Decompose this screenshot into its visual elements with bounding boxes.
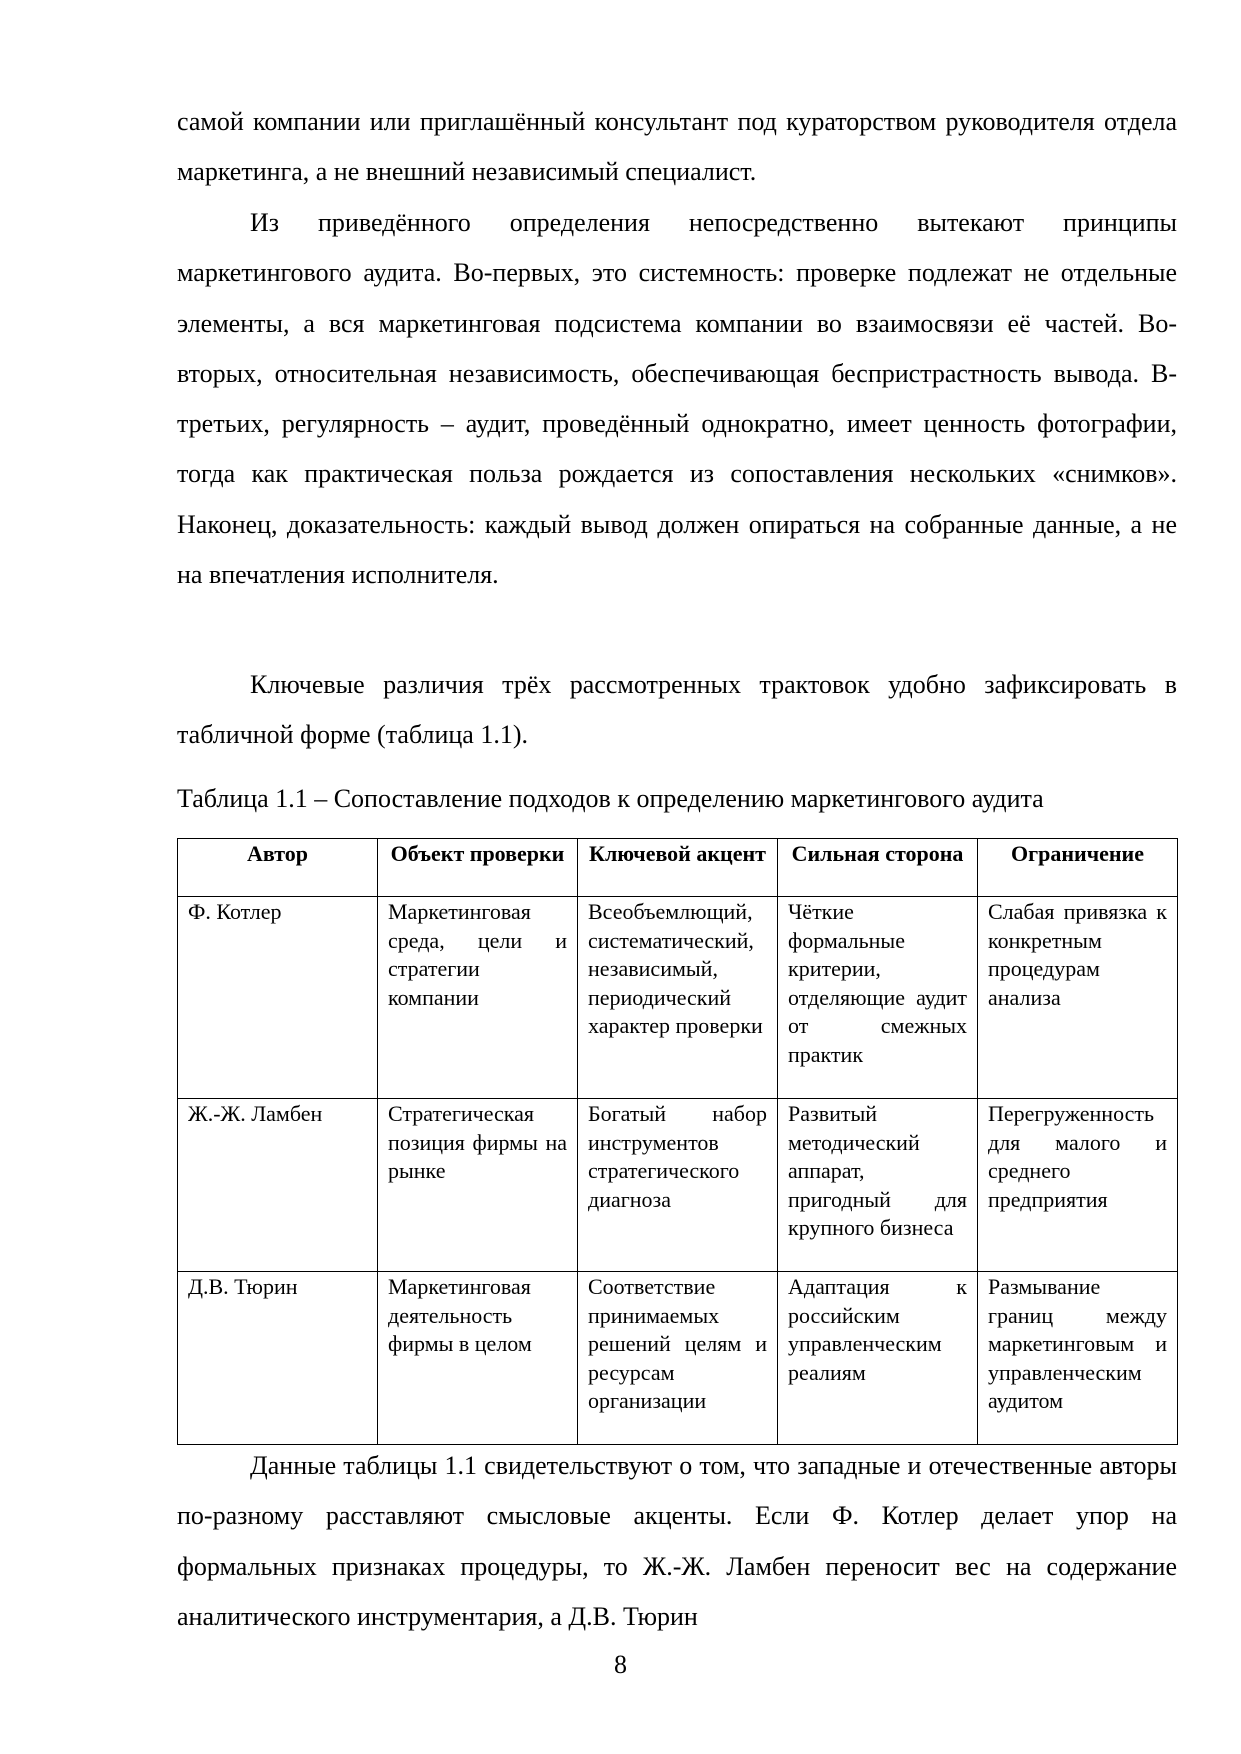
paragraph-continuation: самой компании или приглашённый консультант под кураторством руководителя отдела маркетинга, а не внешний независимый специалист. bbox=[177, 107, 1177, 187]
paragraph-table-intro: Ключевые различия трёх рассмотренных трактовок удобно зафиксировать в табличной форме (таблица 1.1). bbox=[177, 670, 1177, 750]
cell-limitation: Размывание границ между маркетинговым и управленческим аудитом bbox=[978, 1272, 1178, 1445]
table-row bbox=[178, 1272, 1178, 1445]
cell-author: Д.В. Тюрин bbox=[178, 1272, 378, 1445]
cell-object: Стратегическая позиция фирмы на рынке bbox=[378, 1099, 578, 1272]
table-caption: Таблица 1.1 – Сопоставление подходов к определению маркетингового аудита bbox=[177, 784, 1044, 813]
page-number: 8 bbox=[614, 1650, 627, 1679]
header-author: Автор bbox=[178, 839, 378, 897]
cell-object: Маркетинговая деятельность фирмы в целом bbox=[378, 1272, 578, 1445]
paragraph-table-analysis: Данные таблицы 1.1 свидетельствуют о том, что западные и отечественные авторы по-разному расставляют смысловые акценты. Если Ф. Котлер делает упор на формальных признаках процедуры, то Ж.-Ж. Ламбен переносит вес на содержание аналитического инструментария, а Д.В. Тюрин bbox=[177, 1451, 1177, 1631]
cell-strength: Адаптация к российским управленческим реалиям bbox=[778, 1272, 978, 1445]
paragraph-principles: Из приведённого определения непосредственно вытекают принципы маркетингового аудита. Во-первых, это системность: проверке подлежат не отдельные элементы, а вся маркетинговая подсистема компании во взаимосвязи её частей. Во-вторых, относительная независимость, обеспечивающая беспристрастность вывода. В-третьих, регулярность – аудит, проведённый однократно, имеет ценность фотографии, тогда как практическая польза рождается из сопоставления нескольких «снимков». Наконец, доказательность: каждый вывод должен опираться на собранные данные, а не на впечатления исполнителя. bbox=[177, 208, 1177, 590]
comparison-table bbox=[177, 838, 1178, 1445]
cell-strength: Чёткие формальные критерии, отделяющие аудит от смежных практик bbox=[778, 897, 978, 1099]
cell-limitation: Слабая привязка к конкретным процедурам анализа bbox=[978, 897, 1178, 1099]
header-limitation: Ограничение bbox=[978, 839, 1178, 897]
table-header-row bbox=[178, 839, 1178, 897]
cell-limitation: Перегруженность для малого и среднего предприятия bbox=[978, 1099, 1178, 1272]
cell-author: Ф. Котлер bbox=[178, 897, 378, 1099]
header-object: Объект проверки bbox=[378, 839, 578, 897]
cell-key-accent: Соответствие принимаемых решений целям и ресурсам организации bbox=[578, 1272, 778, 1445]
table-row bbox=[178, 897, 1178, 1099]
header-key-accent: Ключевой акцент bbox=[578, 839, 778, 897]
cell-key-accent: Всеобъемлющий, систематический, независимый, периодический характер проверки bbox=[578, 897, 778, 1099]
cell-author: Ж.-Ж. Ламбен bbox=[178, 1099, 378, 1272]
cell-object: Маркетинговая среда, цели и стратегии компании bbox=[378, 897, 578, 1099]
cell-strength: Развитый методический аппарат, пригодный для крупного бизнеса bbox=[778, 1099, 978, 1272]
cell-key-accent: Богатый набор инструментов стратегического диагноза bbox=[578, 1099, 778, 1272]
table-row bbox=[178, 1099, 1178, 1272]
header-strength: Сильная сторона bbox=[778, 839, 978, 897]
